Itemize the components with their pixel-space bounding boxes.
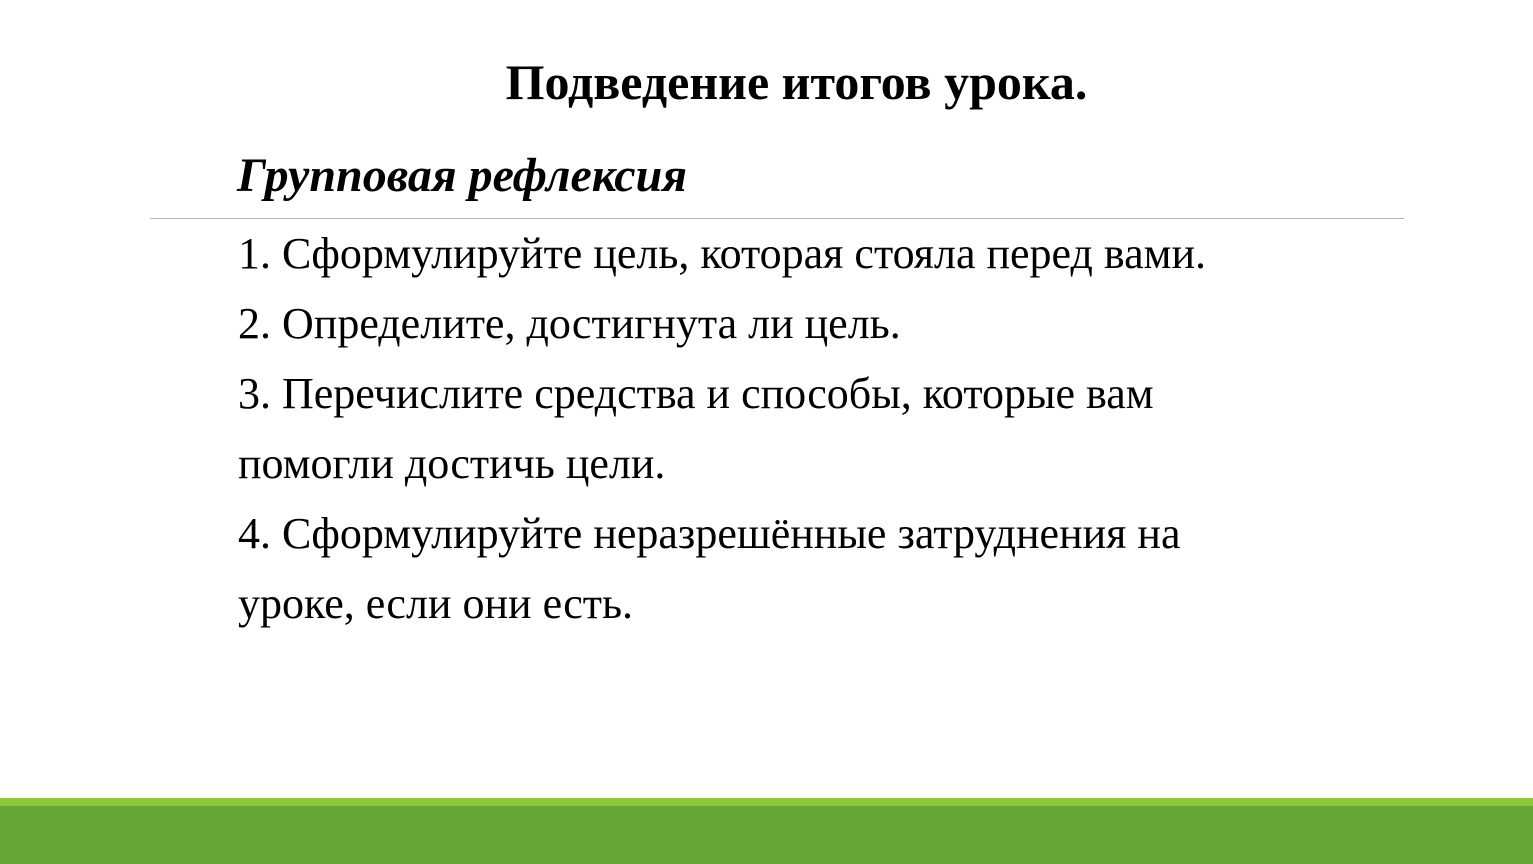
reflection-item-3: 3. Перечислите средства и способы, которые вам помогли достичь цели.: [238, 369, 1154, 488]
slide-title: Подведение итогов урока.: [505, 54, 1088, 110]
footer-accent-stripe: [0, 798, 1533, 806]
reflection-item-2: 2. Определите, достигнута ли цель.: [238, 299, 901, 348]
reflection-list: [238, 219, 1258, 639]
reflection-item-1: 1. Сформулируйте цель, которая стояла перед вами.: [238, 229, 1206, 278]
footer-bar: [0, 806, 1533, 864]
slide-subtitle: Групповая рефлексия: [237, 149, 687, 202]
reflection-item-4: 4. Сформулируйте неразрешённые затруднения на уроке, если они есть.: [238, 509, 1181, 628]
